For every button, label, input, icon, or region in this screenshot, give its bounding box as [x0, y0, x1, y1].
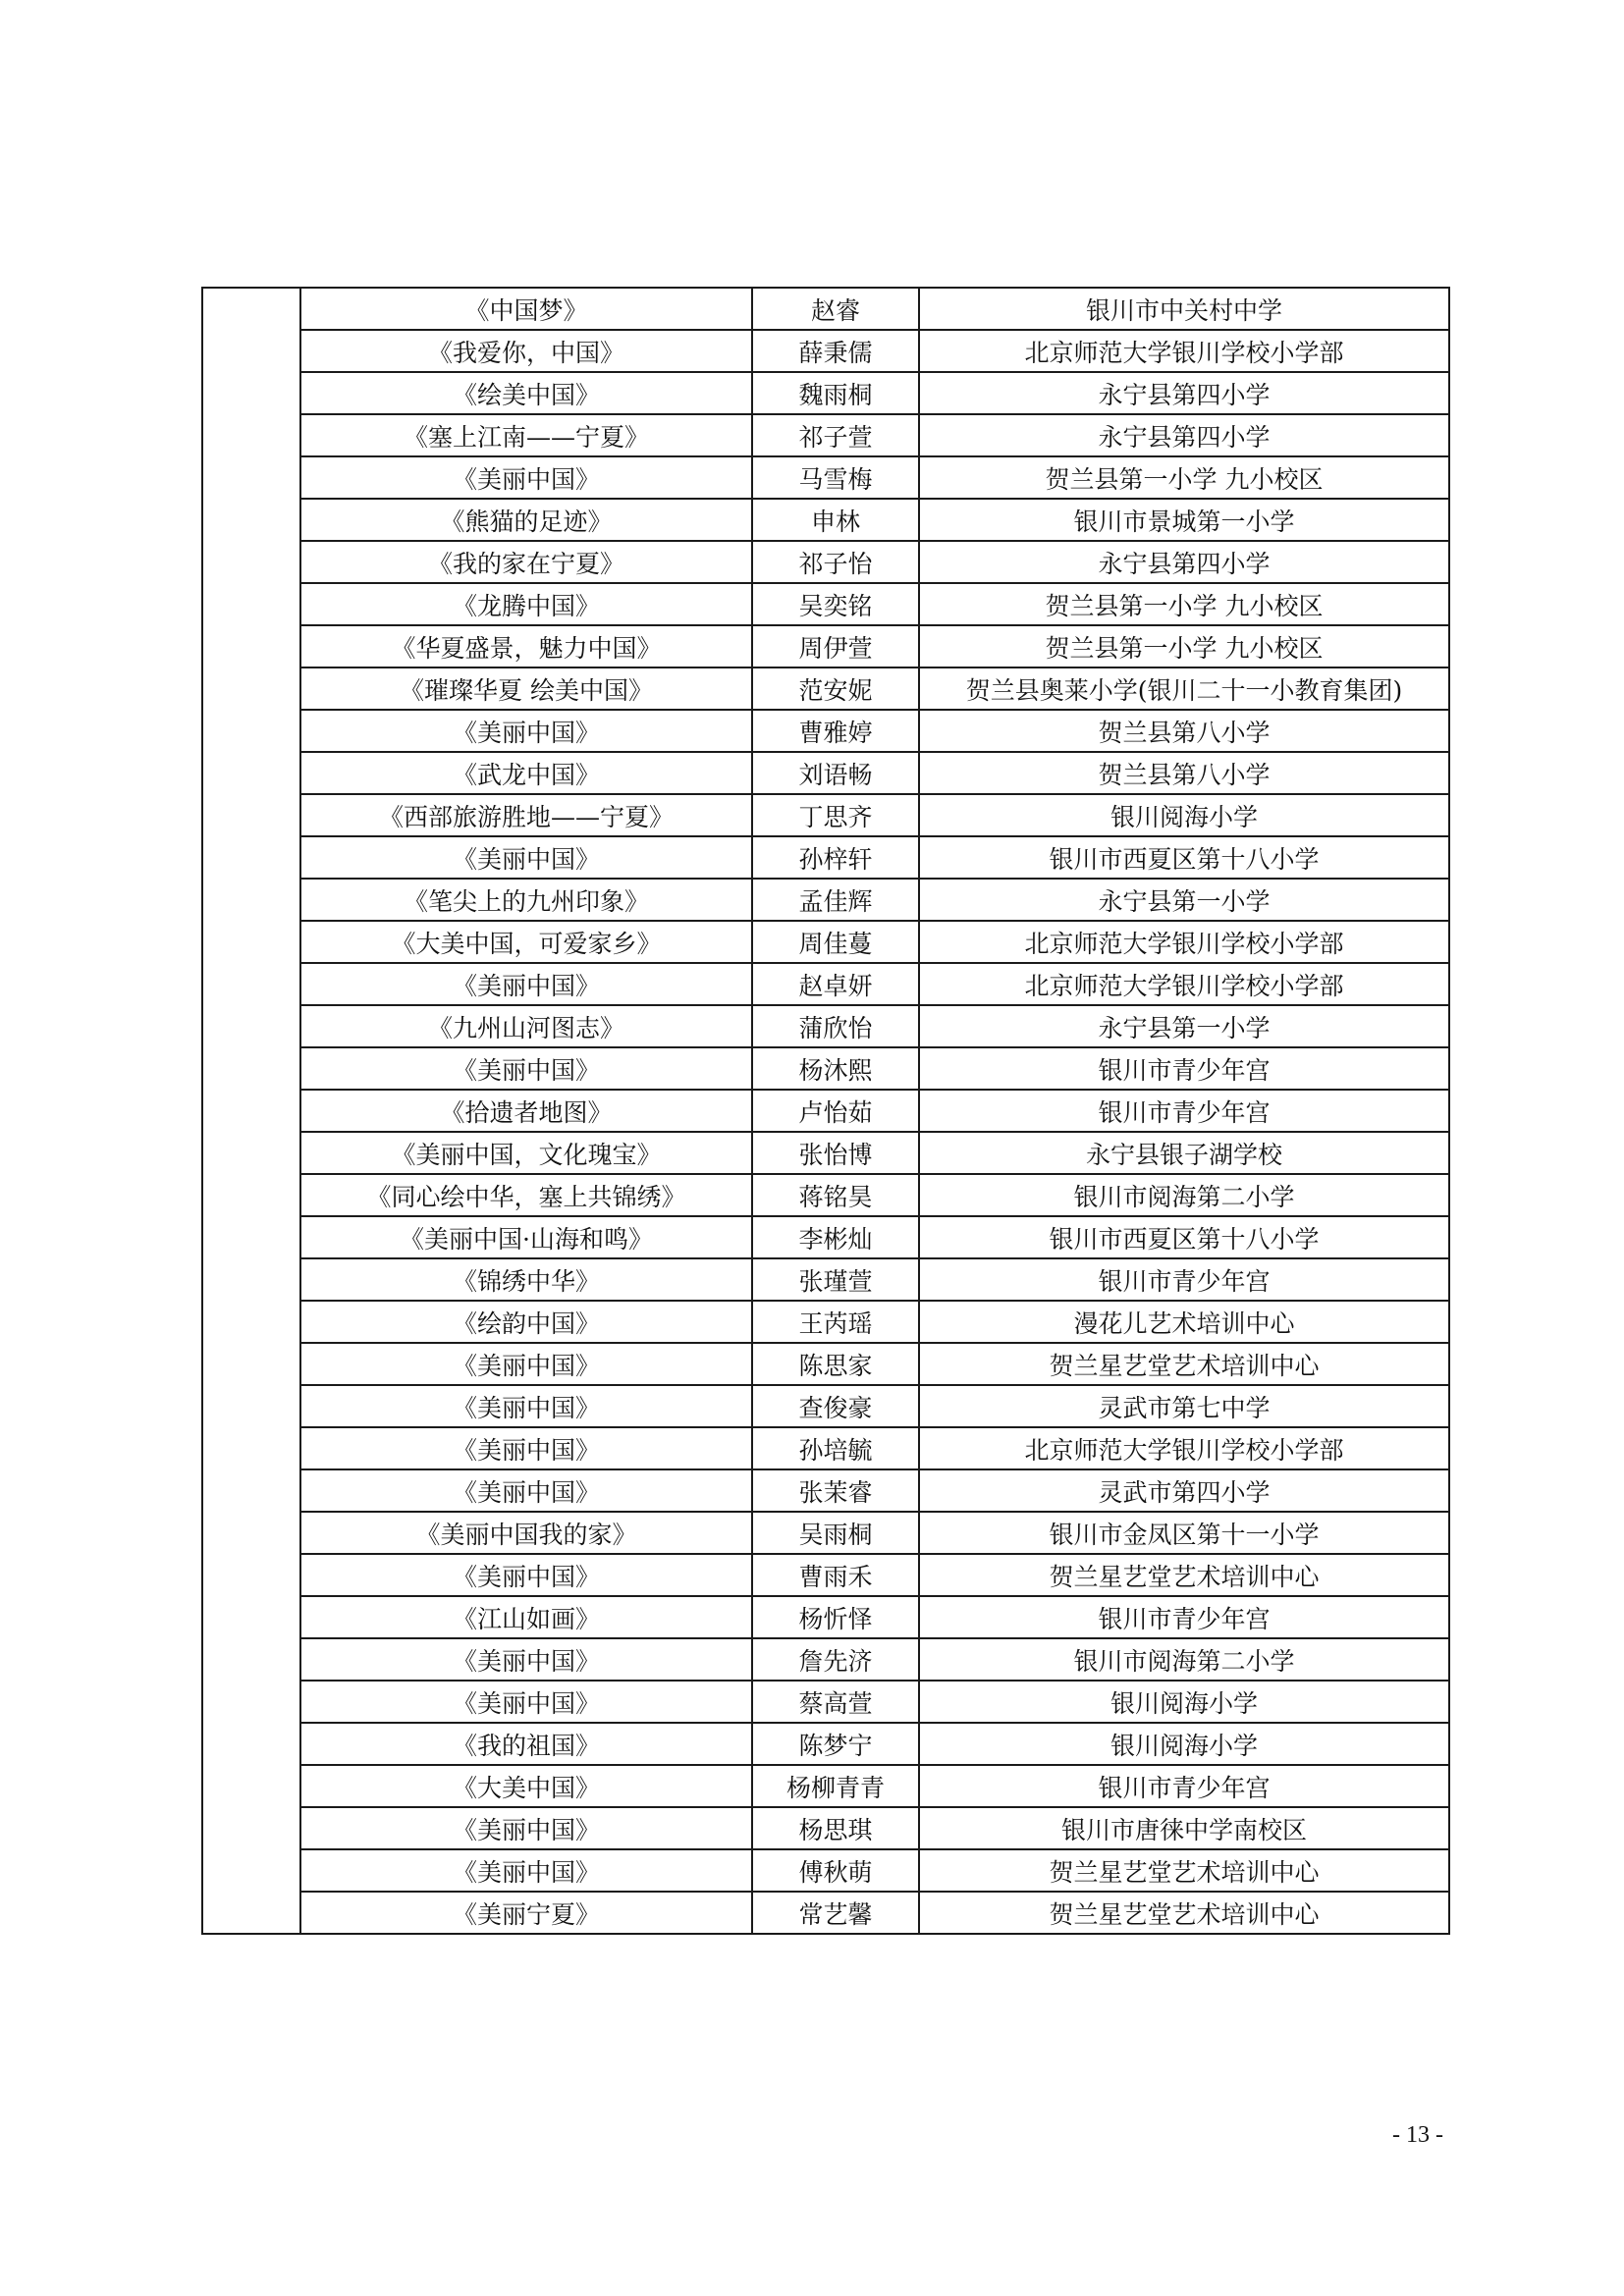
table-row: [202, 1005, 1449, 1047]
work-title-cell: 《美丽宁夏》: [300, 1892, 752, 1934]
author-name-cell: 孙培毓: [752, 1427, 919, 1469]
school-cell: 灵武市第七中学: [919, 1385, 1449, 1427]
school-cell: 银川阅海小学: [919, 1681, 1449, 1723]
work-title-cell: 《美丽中国》: [300, 1047, 752, 1090]
school-cell: 永宁县第四小学: [919, 372, 1449, 414]
work-title-cell: 《美丽中国》: [300, 1554, 752, 1596]
author-name-cell: 张怡博: [752, 1132, 919, 1174]
work-title-cell: 《美丽中国》: [300, 1343, 752, 1385]
work-title-cell: 《美丽中国》: [300, 710, 752, 752]
author-name-cell: 常艺馨: [752, 1892, 919, 1934]
author-name-cell: 马雪梅: [752, 456, 919, 499]
work-title-cell: 《美丽中国》: [300, 1385, 752, 1427]
work-title-cell: 《锦绣中华》: [300, 1258, 752, 1301]
work-title-cell: 《华夏盛景，魅力中国》: [300, 625, 752, 667]
school-cell: 银川市西夏区第十八小学: [919, 1216, 1449, 1258]
work-title-cell: 《美丽中国》: [300, 1427, 752, 1469]
school-cell: 银川阅海小学: [919, 794, 1449, 836]
table-row: [202, 1427, 1449, 1469]
table-row: [202, 1301, 1449, 1343]
author-name-cell: 杨思琪: [752, 1807, 919, 1849]
school-cell: 灵武市第四小学: [919, 1469, 1449, 1512]
work-title-cell: 《笔尖上的九州印象》: [300, 879, 752, 921]
author-name-cell: 祁子怡: [752, 541, 919, 583]
school-cell: 银川市青少年宫: [919, 1090, 1449, 1132]
table-row: [202, 1681, 1449, 1723]
page-number: - 13 -: [1392, 2122, 1443, 2148]
school-cell: 贺兰星艺堂艺术培训中心: [919, 1554, 1449, 1596]
school-cell: 贺兰星艺堂艺术培训中心: [919, 1892, 1449, 1934]
work-title-cell: 《绘美中国》: [300, 372, 752, 414]
work-title-cell: 《我的祖国》: [300, 1723, 752, 1765]
author-name-cell: 蔡高萱: [752, 1681, 919, 1723]
author-name-cell: 吴雨桐: [752, 1512, 919, 1554]
school-cell: 银川市景城第一小学: [919, 499, 1449, 541]
table-row: [202, 288, 1449, 330]
table-row: [202, 625, 1449, 667]
author-name-cell: 詹先济: [752, 1638, 919, 1681]
author-name-cell: 孙梓轩: [752, 836, 919, 879]
work-title-cell: 《绘韵中国》: [300, 1301, 752, 1343]
table-row: [202, 1216, 1449, 1258]
author-name-cell: 祁子萱: [752, 414, 919, 456]
work-title-cell: 《同心绘中华，塞上共锦绣》: [300, 1174, 752, 1216]
author-name-cell: 陈思家: [752, 1343, 919, 1385]
table-row: [202, 794, 1449, 836]
school-cell: 银川市青少年宫: [919, 1258, 1449, 1301]
school-cell: 永宁县银子湖学校: [919, 1132, 1449, 1174]
author-name-cell: 范安妮: [752, 667, 919, 710]
table-row: [202, 456, 1449, 499]
author-name-cell: 孟佳辉: [752, 879, 919, 921]
school-cell: 银川市阅海第二小学: [919, 1638, 1449, 1681]
author-name-cell: 周伊萱: [752, 625, 919, 667]
author-name-cell: 刘语畅: [752, 752, 919, 794]
school-cell: 贺兰县第八小学: [919, 752, 1449, 794]
author-name-cell: 蒋铭昊: [752, 1174, 919, 1216]
table-row: [202, 1892, 1449, 1934]
work-title-cell: 《我爱你，中国》: [300, 330, 752, 372]
school-cell: 贺兰县第八小学: [919, 710, 1449, 752]
work-title-cell: 《熊猫的足迹》: [300, 499, 752, 541]
author-name-cell: 王芮瑶: [752, 1301, 919, 1343]
school-cell: 永宁县第一小学: [919, 879, 1449, 921]
work-title-cell: 《美丽中国》: [300, 1638, 752, 1681]
school-cell: 贺兰县第一小学 九小校区: [919, 625, 1449, 667]
table-row: [202, 667, 1449, 710]
author-name-cell: 张茉睿: [752, 1469, 919, 1512]
school-cell: 永宁县第四小学: [919, 414, 1449, 456]
author-name-cell: 曹雨禾: [752, 1554, 919, 1596]
table-row: [202, 879, 1449, 921]
author-name-cell: 杨沐熙: [752, 1047, 919, 1090]
table-row: [202, 1596, 1449, 1638]
table-row: [202, 330, 1449, 372]
table-row: [202, 1849, 1449, 1892]
work-title-cell: 《美丽中国我的家》: [300, 1512, 752, 1554]
work-title-cell: 《西部旅游胜地——宁夏》: [300, 794, 752, 836]
table-row: [202, 1807, 1449, 1849]
table-row: [202, 921, 1449, 963]
author-name-cell: 蒲欣怡: [752, 1005, 919, 1047]
author-name-cell: 傅秋萌: [752, 1849, 919, 1892]
school-cell: 贺兰星艺堂艺术培训中心: [919, 1849, 1449, 1892]
school-cell: 北京师范大学银川学校小学部: [919, 963, 1449, 1005]
author-name-cell: 查俊豪: [752, 1385, 919, 1427]
table-row: [202, 963, 1449, 1005]
table-row: [202, 1174, 1449, 1216]
work-title-cell: 《美丽中国》: [300, 1849, 752, 1892]
table-row: [202, 1469, 1449, 1512]
table-row: [202, 1258, 1449, 1301]
author-name-cell: 薛秉儒: [752, 330, 919, 372]
school-cell: 银川市金凤区第十一小学: [919, 1512, 1449, 1554]
table-row: [202, 752, 1449, 794]
table-row: [202, 836, 1449, 879]
author-name-cell: 申林: [752, 499, 919, 541]
work-title-cell: 《大美中国，可爱家乡》: [300, 921, 752, 963]
category-cell: [202, 288, 300, 1934]
work-title-cell: 《美丽中国》: [300, 1681, 752, 1723]
table-row: [202, 541, 1449, 583]
work-title-cell: 《美丽中国》: [300, 963, 752, 1005]
work-title-cell: 《璀璨华夏 绘美中国》: [300, 667, 752, 710]
school-cell: 银川阅海小学: [919, 1723, 1449, 1765]
work-title-cell: 《江山如画》: [300, 1596, 752, 1638]
school-cell: 北京师范大学银川学校小学部: [919, 1427, 1449, 1469]
school-cell: 银川市唐徕中学南校区: [919, 1807, 1449, 1849]
school-cell: 漫花儿艺术培训中心: [919, 1301, 1449, 1343]
work-title-cell: 《武龙中国》: [300, 752, 752, 794]
school-cell: 银川市阅海第二小学: [919, 1174, 1449, 1216]
table-row: [202, 1554, 1449, 1596]
author-name-cell: 赵卓妍: [752, 963, 919, 1005]
school-cell: 贺兰县奥莱小学(银川二十一小教育集团): [919, 667, 1449, 710]
table-row: [202, 1090, 1449, 1132]
table-row: [202, 1132, 1449, 1174]
school-cell: 银川市青少年宫: [919, 1765, 1449, 1807]
table-row: [202, 414, 1449, 456]
table-row: [202, 583, 1449, 625]
table-row: [202, 1638, 1449, 1681]
work-title-cell: 《美丽中国·山海和鸣》: [300, 1216, 752, 1258]
school-cell: 贺兰星艺堂艺术培训中心: [919, 1343, 1449, 1385]
work-title-cell: 《中国梦》: [300, 288, 752, 330]
school-cell: 银川市青少年宫: [919, 1596, 1449, 1638]
table-row: [202, 1512, 1449, 1554]
award-list-table: [201, 287, 1450, 1935]
work-title-cell: 《美丽中国》: [300, 1469, 752, 1512]
school-cell: 贺兰县第一小学 九小校区: [919, 583, 1449, 625]
table-row: [202, 1723, 1449, 1765]
author-name-cell: 丁思齐: [752, 794, 919, 836]
author-name-cell: 周佳蔓: [752, 921, 919, 963]
table-row: [202, 1385, 1449, 1427]
table-row: [202, 1765, 1449, 1807]
school-cell: 永宁县第四小学: [919, 541, 1449, 583]
author-name-cell: 吴奕铭: [752, 583, 919, 625]
work-title-cell: 《塞上江南——宁夏》: [300, 414, 752, 456]
school-cell: 北京师范大学银川学校小学部: [919, 921, 1449, 963]
table-row: [202, 710, 1449, 752]
author-name-cell: 赵睿: [752, 288, 919, 330]
author-name-cell: 魏雨桐: [752, 372, 919, 414]
school-cell: 银川市青少年宫: [919, 1047, 1449, 1090]
author-name-cell: 曹雅婷: [752, 710, 919, 752]
table-row: [202, 1343, 1449, 1385]
author-name-cell: 李彬灿: [752, 1216, 919, 1258]
work-title-cell: 《美丽中国》: [300, 836, 752, 879]
work-title-cell: 《我的家在宁夏》: [300, 541, 752, 583]
author-name-cell: 张瑾萱: [752, 1258, 919, 1301]
school-cell: 北京师范大学银川学校小学部: [919, 330, 1449, 372]
author-name-cell: 杨柳青青: [752, 1765, 919, 1807]
work-title-cell: 《九州山河图志》: [300, 1005, 752, 1047]
school-cell: 贺兰县第一小学 九小校区: [919, 456, 1449, 499]
work-title-cell: 《美丽中国，文化瑰宝》: [300, 1132, 752, 1174]
table-row: [202, 499, 1449, 541]
author-name-cell: 杨忻怿: [752, 1596, 919, 1638]
school-cell: 银川市西夏区第十八小学: [919, 836, 1449, 879]
author-name-cell: 陈梦宁: [752, 1723, 919, 1765]
school-cell: 永宁县第一小学: [919, 1005, 1449, 1047]
author-name-cell: 卢怡茹: [752, 1090, 919, 1132]
award-table-body: [202, 288, 1449, 1934]
table-row: [202, 1047, 1449, 1090]
table-row: [202, 372, 1449, 414]
work-title-cell: 《龙腾中国》: [300, 583, 752, 625]
work-title-cell: 《美丽中国》: [300, 456, 752, 499]
work-title-cell: 《大美中国》: [300, 1765, 752, 1807]
school-cell: 银川市中关村中学: [919, 288, 1449, 330]
work-title-cell: 《美丽中国》: [300, 1807, 752, 1849]
work-title-cell: 《拾遗者地图》: [300, 1090, 752, 1132]
